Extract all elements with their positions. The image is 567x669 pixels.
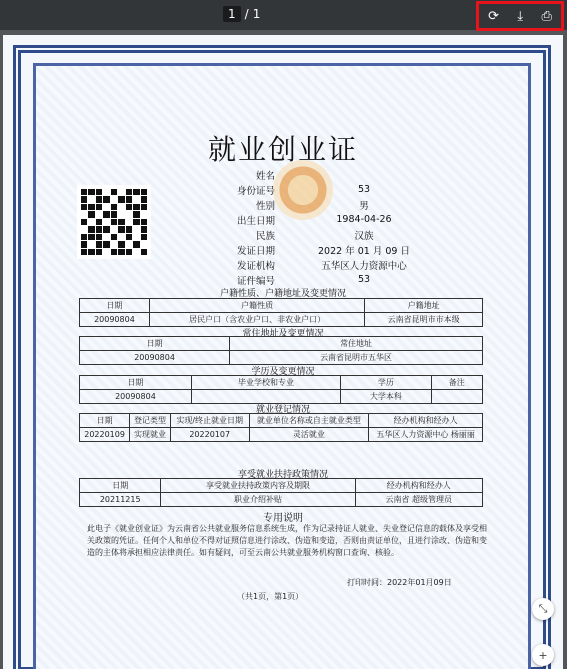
page-total: 1	[252, 7, 261, 21]
table-header: 就业单位名称或自主就业类型	[249, 414, 369, 428]
info-label: 身份证号	[236, 185, 275, 197]
page-separator: /	[244, 7, 249, 21]
info-row	[213, 242, 449, 257]
info-value: 2022 年 01 月 09 日	[318, 245, 410, 257]
section-title-employment: 就业登记情况	[255, 405, 310, 415]
pdf-toolbar	[0, 0, 567, 30]
info-label: 性别	[255, 200, 275, 212]
qr-code	[77, 185, 151, 259]
info-label: 证件编号	[236, 275, 275, 287]
hukou-table	[79, 298, 483, 327]
table-cell: 20220109	[80, 428, 130, 442]
page-indicator	[223, 6, 260, 22]
table-header: 登记类型	[130, 414, 171, 428]
info-row	[213, 212, 449, 227]
page-count: （共1页，第1页）	[237, 592, 304, 601]
info-label: 发证机构	[236, 260, 275, 272]
info-value: 1984-04-26	[336, 214, 392, 225]
info-value: 53	[357, 184, 371, 195]
info-row	[213, 272, 449, 287]
toolbar-actions-highlight	[476, 1, 564, 31]
info-row	[213, 257, 449, 272]
table-cell: 20090804	[80, 313, 150, 327]
print-icon[interactable]: ⎙	[541, 8, 552, 24]
table-header: 经办机构和经办人	[369, 414, 483, 428]
table-header: 享受就业扶持政策内容及期限	[161, 479, 355, 493]
table-cell: 云南省昆明市五华区	[230, 351, 483, 365]
table-header: 日期	[80, 414, 130, 428]
table-header: 备注	[431, 376, 482, 390]
rotate-icon[interactable]: ⟳	[488, 8, 500, 24]
info-row	[213, 182, 449, 197]
table-cell: 20090804	[80, 390, 192, 404]
print-time-value: 2022年01月09日	[387, 578, 452, 587]
document-page	[3, 35, 563, 669]
table-header: 日期	[80, 479, 161, 493]
table-header: 户籍地址	[365, 299, 483, 313]
section-title-hukou: 户籍性质、户籍地址及变更情况	[219, 289, 346, 299]
info-value: 男	[359, 200, 369, 212]
section-title-residence: 常住地址及变更情况	[242, 329, 324, 339]
table-header: 毕业学校和专业	[191, 376, 340, 390]
table-header: 经办机构和经办人	[355, 479, 482, 493]
print-time	[347, 577, 452, 588]
table-cell: 大学本科	[341, 390, 432, 404]
table-cell: 20211215	[80, 493, 161, 507]
note-title: 专用说明	[263, 513, 303, 524]
table-header: 实现/终止就业日期	[170, 414, 249, 428]
table-header: 日期	[80, 337, 230, 351]
info-label: 出生日期	[236, 215, 275, 227]
info-row	[213, 167, 449, 182]
print-time-label: 打印时间：	[347, 578, 387, 587]
education-table	[79, 375, 483, 404]
table-cell: 五华区人力资源中心 杨丽丽	[369, 428, 483, 442]
table-header: 户籍性质	[149, 299, 364, 313]
table-cell: 实现就业	[130, 428, 171, 442]
residence-table	[79, 336, 483, 365]
employment-table	[79, 413, 483, 442]
table-cell: 居民户口（含农业户口、非农业户口）	[149, 313, 364, 327]
table-cell: 职业介绍补贴	[161, 493, 355, 507]
table-cell: 灵活就业	[249, 428, 369, 442]
section-title-education: 学历及变更情况	[251, 367, 315, 377]
policy-table	[79, 478, 483, 507]
document-title: 就业创业证	[207, 133, 358, 166]
section-title-policy: 享受就业扶持政策情况	[237, 470, 328, 480]
info-row	[213, 197, 449, 212]
table-header: 日期	[80, 299, 150, 313]
fit-page-icon[interactable]: ⤡	[532, 598, 554, 620]
table-cell: 20090804	[80, 351, 230, 365]
table-cell: 云南省昆明市市本级	[365, 313, 483, 327]
zoom-in-icon[interactable]: +	[532, 644, 554, 666]
info-label: 姓名	[255, 170, 275, 182]
download-icon[interactable]: ⤓	[517, 8, 524, 24]
info-label: 发证日期	[236, 245, 275, 257]
table-header: 日期	[80, 376, 192, 390]
info-label: 民族	[255, 230, 275, 242]
table-cell: 云南省 超级管理员	[355, 493, 482, 507]
info-value: 五华区人力资源中心	[321, 260, 407, 272]
table-header: 学历	[341, 376, 432, 390]
page-current-input[interactable]: 1	[223, 6, 241, 22]
table-header: 常住地址	[230, 337, 483, 351]
info-row	[213, 227, 449, 242]
info-value: 汉族	[354, 230, 374, 242]
personal-info	[213, 167, 449, 287]
table-cell: 20220107	[170, 428, 249, 442]
note-text: 此电子《就业创业证》为云南省公共就业服务信息系统生成，作为记录持证人就业、失业登记信息的载体及享受相关政策的凭证。任何个人和单位不得对证照信息进行涂改、伪造和变造，否则由责证单位，且进行涂改、伪造和变造的主体将承担相应法律责任。如有疑问，可至云南公共就业服务机构窗口查询、核验。	[87, 524, 487, 557]
info-value: 53	[357, 274, 371, 285]
